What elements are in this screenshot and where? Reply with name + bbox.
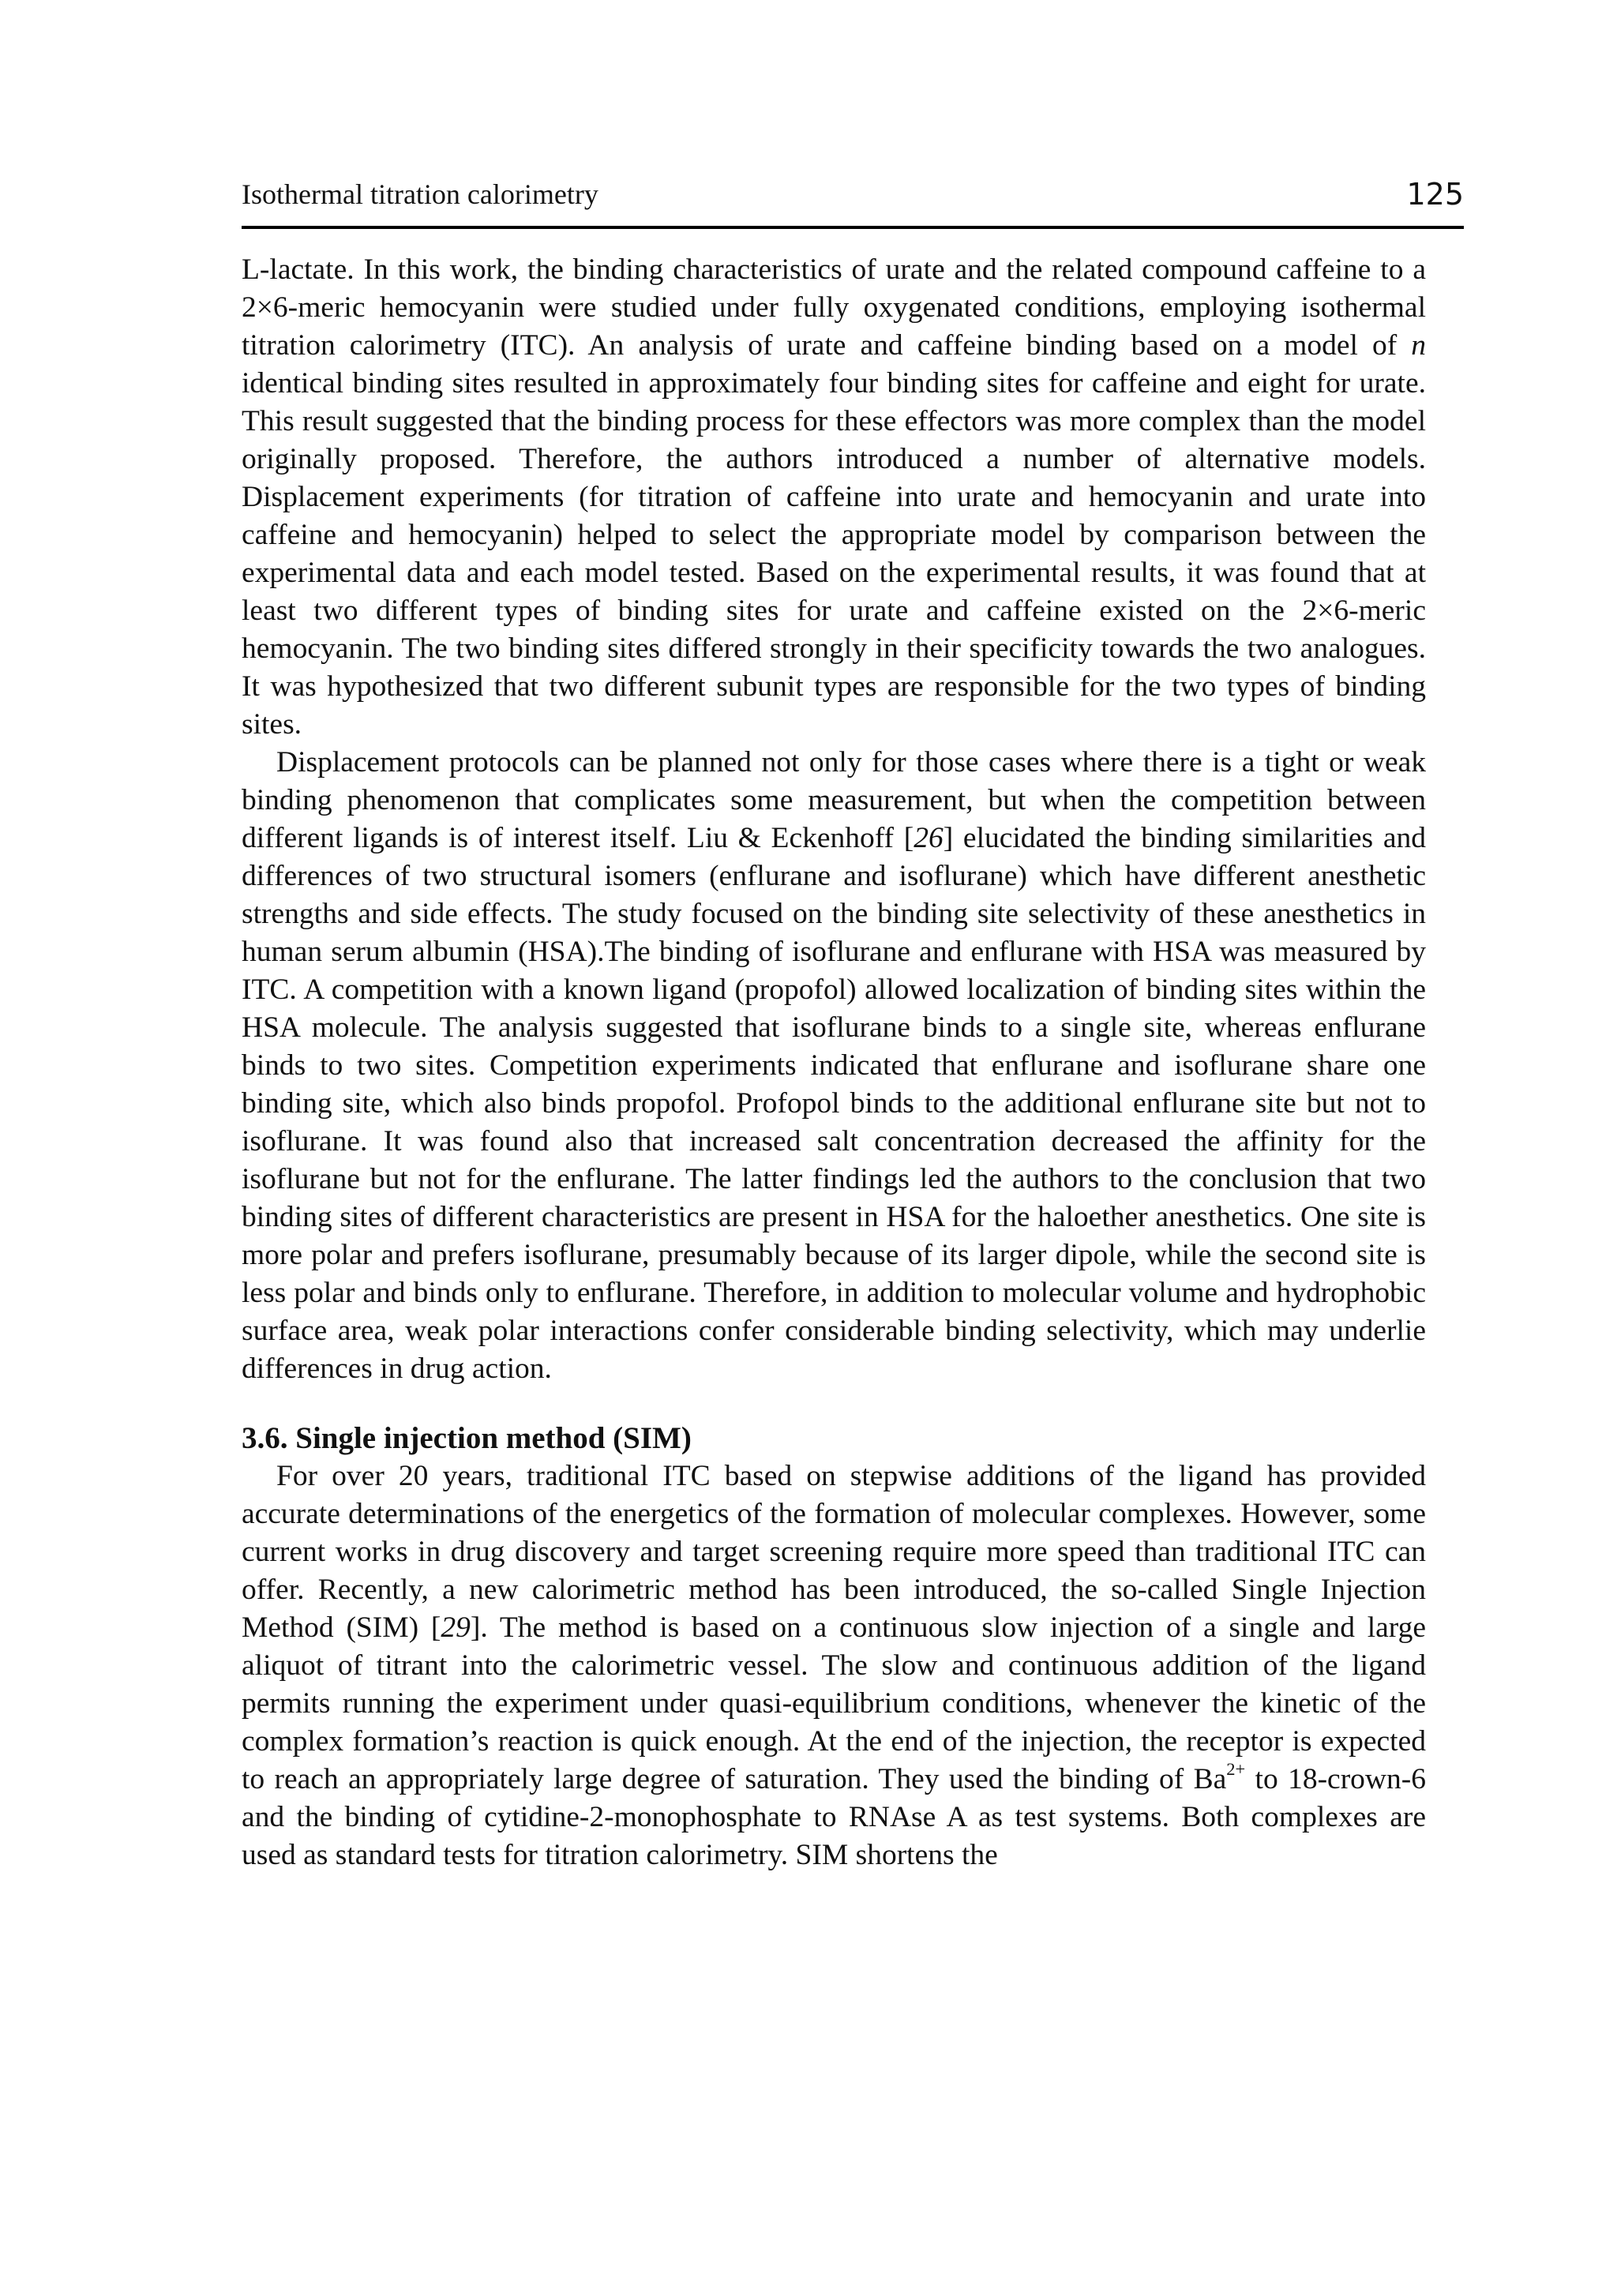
body-text: [242, 251, 1426, 1874]
paragraph-hemocyanin: [242, 251, 1426, 744]
running-header: [242, 172, 1464, 219]
citation-ref: 29: [441, 1611, 471, 1644]
paragraph-text: ]. The method is based on a continuous slow injection of a single and large aliquot of titrant into the calorimetric vessel. The slow and continuous addition of the ligand permits running the experiment under quasi-equilibrium conditions, whenever the kinetic of the complex formation’s reaction is quick enough. At the end of the injection, the receptor is expected to reach an appropriately large degree of saturation. They used the binding of Ba: [242, 1611, 1427, 1795]
paragraph-displacement: [242, 744, 1426, 1388]
running-title: Isothermal titration calorimetry: [242, 178, 598, 210]
paragraph-text: Displacement protocols can be planned not only for those cases where there is a tight or weak binding phenomenon that complicates some measurement, but when the competition between different ligands is of interest itself. Liu & Eckenhoff [: [242, 746, 1426, 854]
paragraph-text: ] elucidated the binding similarities and differences of two structural isomers (enflurane and isoflurane) which have different anesthetic strengths and side effects. The study focused on the binding site selectivity of these anesthetics in human serum albumin (HSA).The binding of isoflurane and enflurane with HSA was measured by ITC. A competition with a known ligand (propofol) allowed localization of binding sites within the HSA molecule. The analysis suggested that isoflurane binds to a single site, whereas enflurane binds to two sites. Competition experiments indicated that enflurane and isoflurane share one binding site, which also binds propofol. Profopol binds to the additional enflurane site but not to isoflurane. It was found also that increased salt concentration decreased the affinity for the isoflurane but not for the enflurane. The latter findings led the authors to the conclusion that two binding sites of different characteristics are present in HSA for the haloether anesthetics. One site is more polar and prefers isoflurane, presumably because of its larger dipole, while the second site is less polar and binds only to enflurane. Therefore, in addition to molecular volume and hydrophobic surface area, weak polar interactions confer considerable binding selectivity, which may underlie differences in drug action.: [242, 822, 1426, 1385]
section-heading: 3.6. Single injection method (SIM): [242, 1421, 692, 1455]
citation-ref: 26: [914, 822, 944, 854]
superscript-charge: 2+: [1226, 1759, 1246, 1780]
paragraph-sim: [242, 1458, 1426, 1874]
paragraph-text: L-lactate. In this work, the binding characteristics of urate and the related compound caffeine to a 2×6-meric hemocyanin were studied under fully oxygenated conditions, employing isothermal titration calorimetry (ITC). An analysis of urate and caffeine binding based on a model of: [242, 253, 1426, 362]
italic-variable: n: [1411, 329, 1426, 362]
paragraph-text: to 18-crown-6 and the binding of cytidine-2-monophosphate to RNAse A as test systems. Both complexes are used as standard tests for titration calorimetry. SIM shortens the: [242, 1763, 1427, 1871]
paragraph-text: identical binding sites resulted in approximately four binding sites for caffeine and eight for urate. This result suggested that the binding process for these effectors was more complex than the model originally proposed. Therefore, the authors introduced a number of alternative models. Displacement experiments (for titration of caffeine into urate and hemocyanin and urate into caffeine and hemocyanin) helped to select the appropriate model by comparison between the experimental data and each model tested. Based on the experimental results, it was found that at least two different types of binding sites for urate and caffeine existed on the 2×6-meric hemocyanin. The two binding sites differed strongly in their specificity towards the two analogues. It was hypothesized that two different subunit types are responsible for the two types of binding sites.: [242, 367, 1426, 741]
paragraph-text: For over 20 years, traditional ITC based on stepwise additions of the ligand has provided accurate determinations of the energetics of the formation of molecular complexes. However, some current works in drug discovery and target screening require more speed than traditional ITC can offer. Recently, a new calorimetric method has been introduced, the so-called Single Injection Method (SIM) [: [242, 1460, 1426, 1644]
header-rule: [242, 226, 1464, 229]
page-number: 125: [1406, 177, 1464, 212]
